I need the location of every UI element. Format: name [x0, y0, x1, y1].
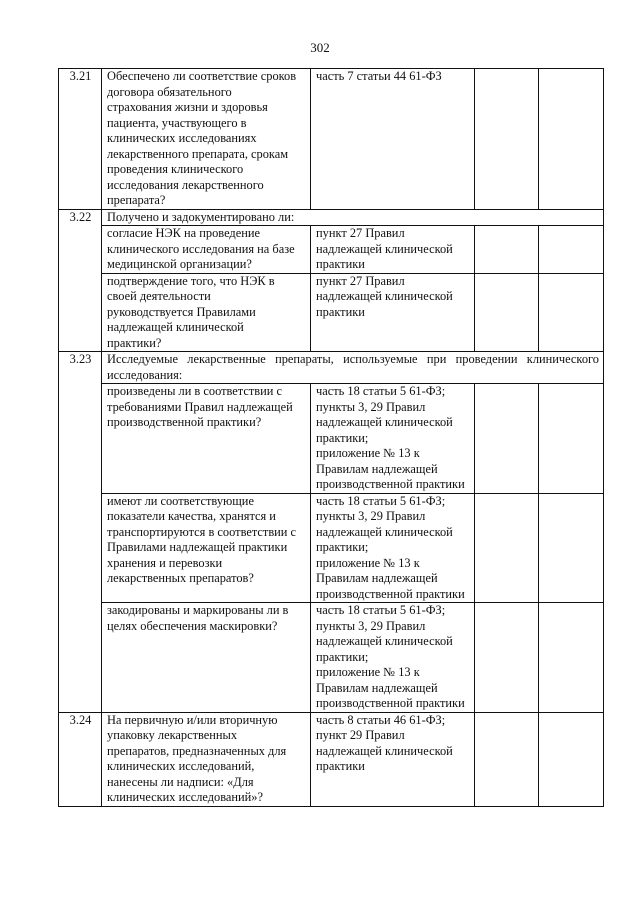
table-row: [59, 603, 604, 713]
table-row: [59, 69, 604, 210]
section-heading: Исследуемые лекарственные препараты, используемые при проведении клинического исследования:: [102, 352, 604, 384]
table-row: [59, 226, 604, 274]
requirement-question: подтверждение того, что НЭК в своей деятельности руководствуется Правилами надлежащей клинической практики?: [102, 273, 311, 352]
answer-cell: [475, 384, 539, 494]
table-row: [59, 352, 604, 384]
legal-reference: пункт 27 Правил надлежащей клинической практики: [311, 273, 475, 352]
page-number: 302: [310, 40, 330, 55]
answer-cell: [475, 603, 539, 713]
answer-cell: [475, 226, 539, 274]
item-number: 3.21: [59, 69, 102, 210]
note-cell: [539, 603, 604, 713]
answer-cell: [475, 712, 539, 806]
legal-reference: пункт 27 Правил надлежащей клинической практики: [311, 226, 475, 274]
legal-reference: часть 18 статьи 5 61-ФЗ; пункты 3, 29 Правил надлежащей клинической практики; приложение № 13 к Правилам надлежащей производственной практики: [311, 603, 475, 713]
item-number: 3.24: [59, 712, 102, 806]
answer-cell: [475, 69, 539, 210]
note-cell: [539, 273, 604, 352]
requirement-question: закодированы и маркированы ли в целях обеспечения маскировки?: [102, 603, 311, 713]
note-cell: [539, 712, 604, 806]
answer-cell: [475, 273, 539, 352]
note-cell: [539, 226, 604, 274]
table-row: [59, 384, 604, 494]
requirement-question: имеют ли соответствующие показатели качества, хранятся и транспортируются в соответствии с Правилами надлежащей практики хранения и перевозки лекарственных препаратов?: [102, 493, 311, 603]
requirement-question: согласие НЭК на проведение клинического исследования на базе медицинской организации?: [102, 226, 311, 274]
checklist-table: [58, 68, 604, 807]
legal-reference: часть 18 статьи 5 61-ФЗ; пункты 3, 29 Правил надлежащей клинической практики; приложение № 13 к Правилам надлежащей производственной практики: [311, 384, 475, 494]
item-number: 3.22: [59, 209, 102, 352]
table-row: [59, 209, 604, 226]
table-row: [59, 273, 604, 352]
note-cell: [539, 384, 604, 494]
table-row: [59, 712, 604, 806]
legal-reference: часть 8 статьи 46 61-ФЗ; пункт 29 Правил надлежащей клинической практики: [311, 712, 475, 806]
requirement-question: произведены ли в соответствии с требованиями Правил надлежащей производственной практики?: [102, 384, 311, 494]
requirement-question: На первичную и/или вторичную упаковку лекарственных препаратов, предназначенных для клинических исследований, нанесены ли надписи: «Для клинических исследований»?: [102, 712, 311, 806]
note-cell: [539, 69, 604, 210]
section-heading: Получено и задокументировано ли:: [102, 209, 604, 226]
legal-reference: часть 7 статьи 44 61-ФЗ: [311, 69, 475, 210]
item-number: 3.23: [59, 352, 102, 713]
table-row: [59, 493, 604, 603]
requirement-question: Обеспечено ли соответствие сроков договора обязательного страхования жизни и здоровья пациента, участвующего в клинических исследованиях лекарственного препарата, срокам проведения клинического исследования лекарственного препарата?: [102, 69, 311, 210]
legal-reference: часть 18 статьи 5 61-ФЗ; пункты 3, 29 Правил надлежащей клинической практики; приложение № 13 к Правилам надлежащей производственной практики: [311, 493, 475, 603]
note-cell: [539, 493, 604, 603]
answer-cell: [475, 493, 539, 603]
